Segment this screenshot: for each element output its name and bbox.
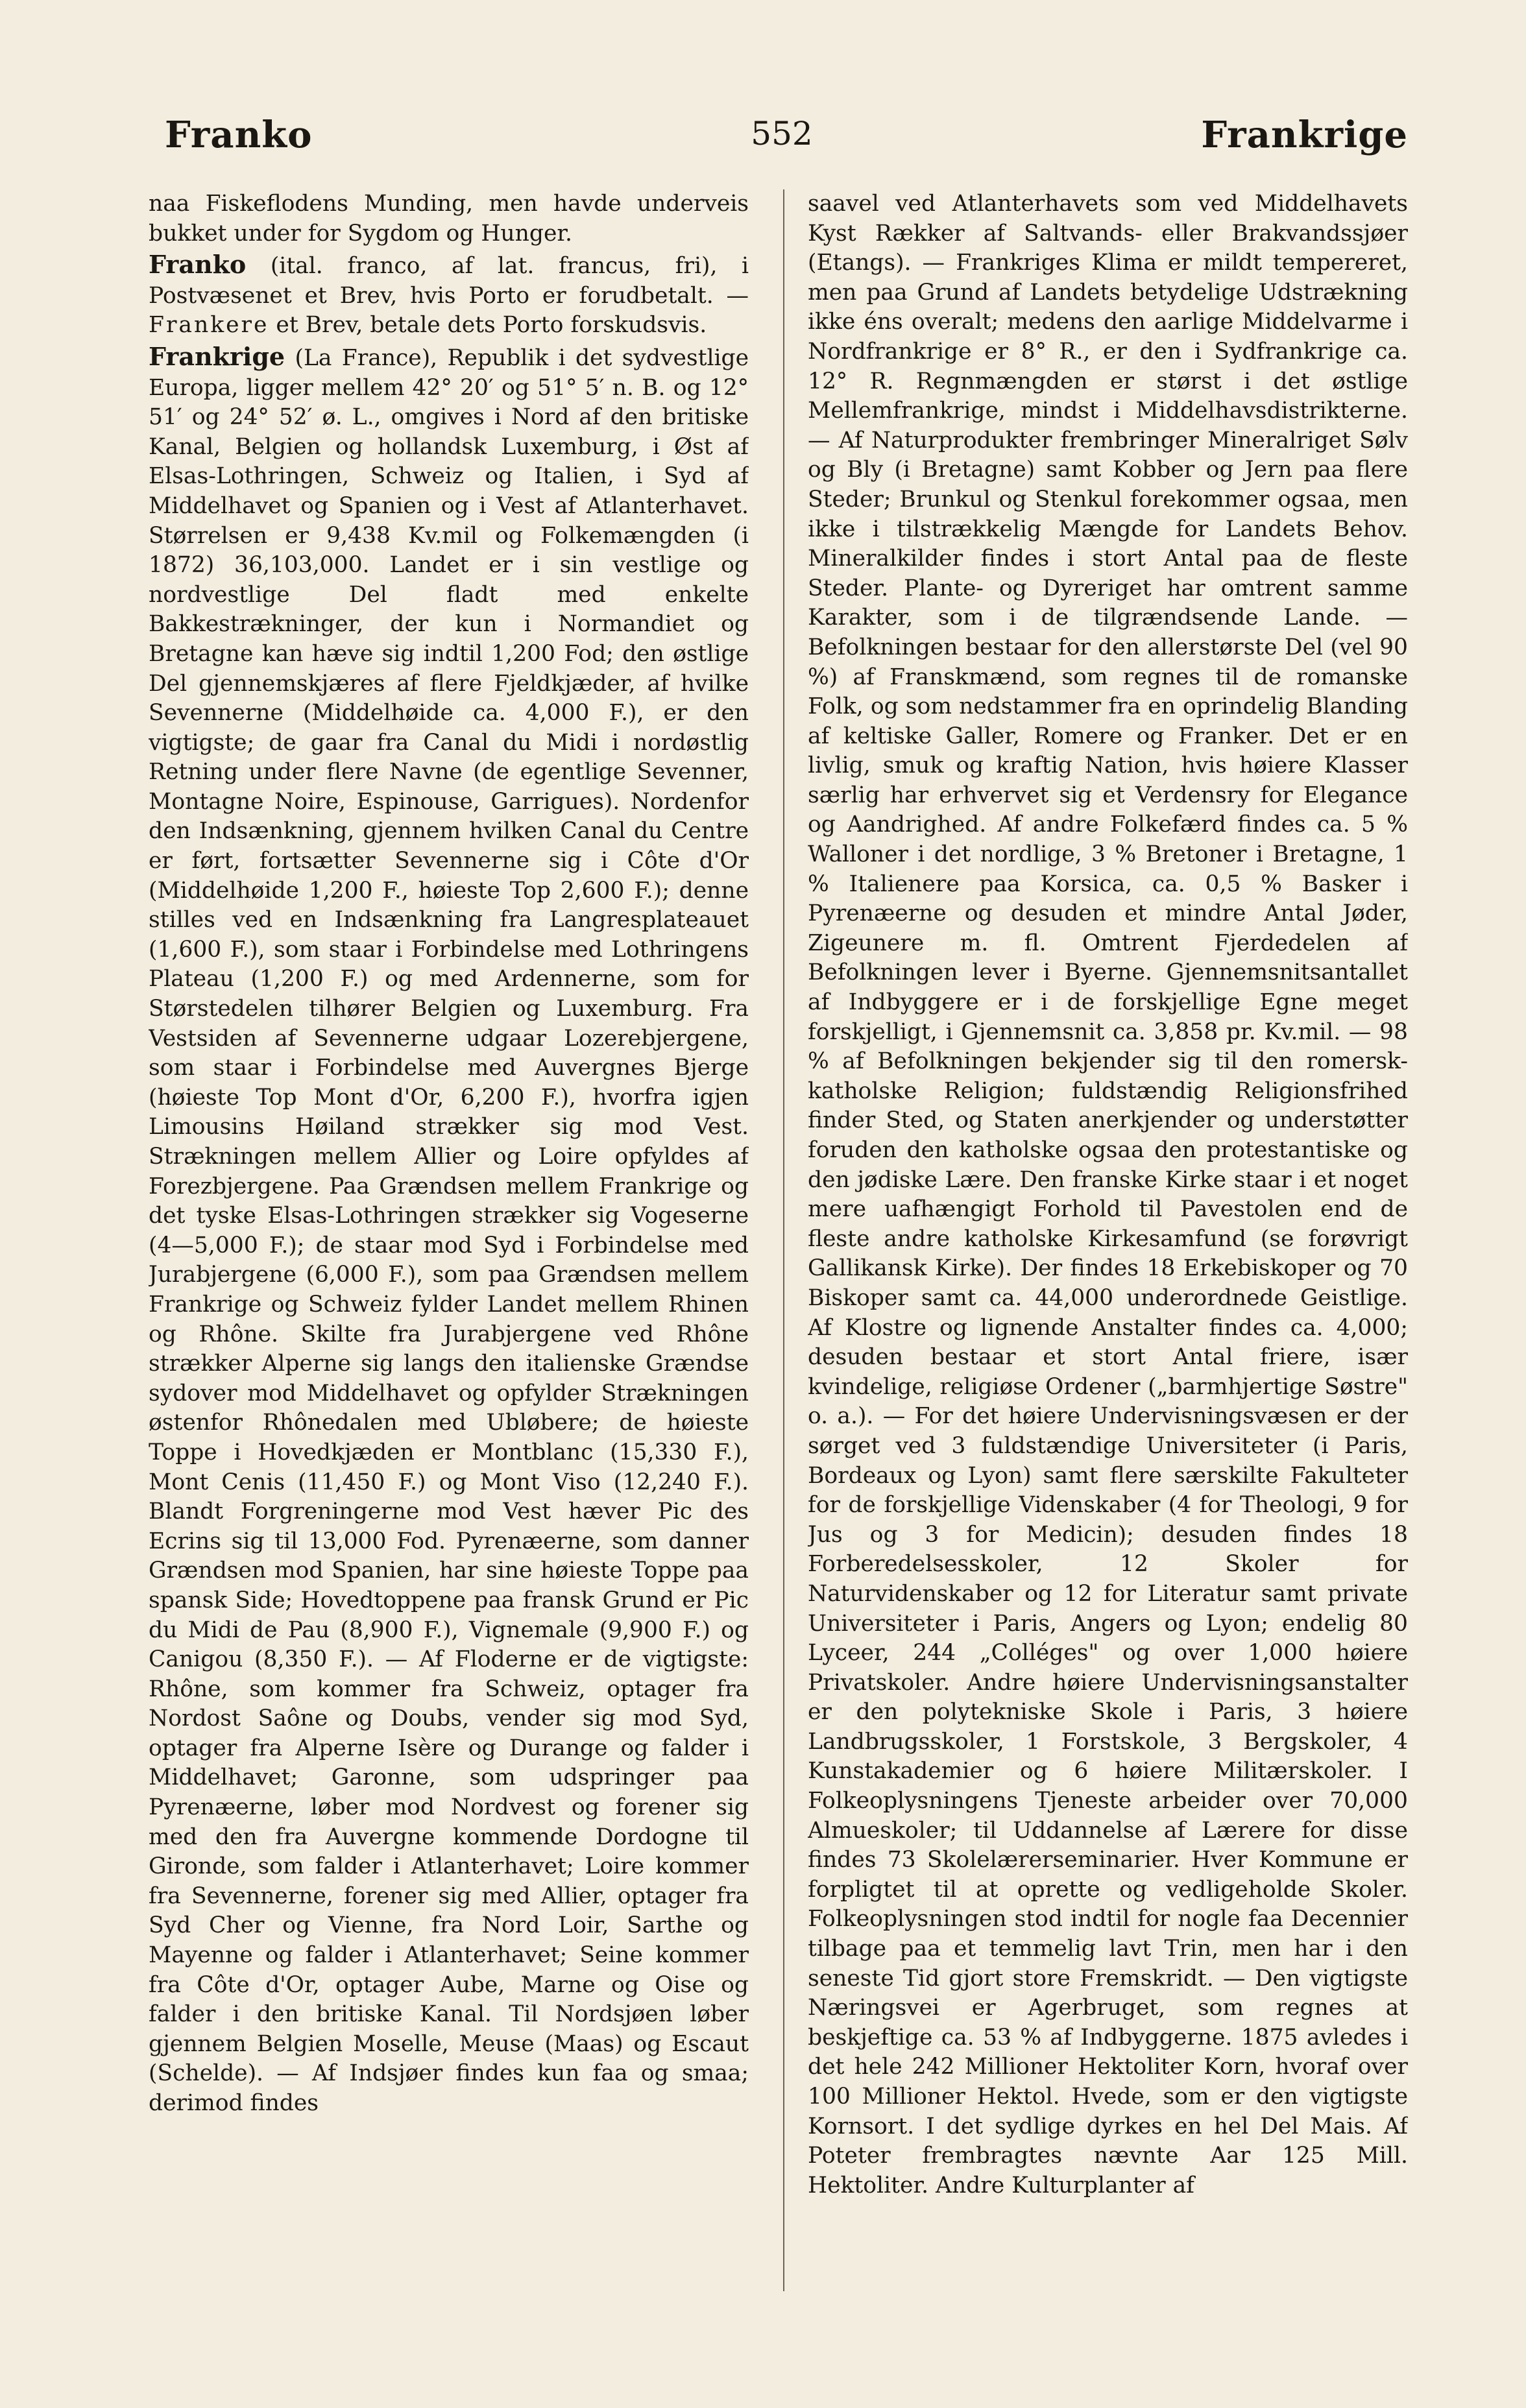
entry-text: (ital. franco, af lat. francus, fri), i Postvæsenet et Brev, hvis Porto er forudbetalt. — bbox=[149, 253, 749, 309]
page-number: 552 bbox=[751, 115, 813, 152]
column-divider bbox=[783, 189, 784, 2291]
entry-franko bbox=[149, 250, 749, 341]
right-column bbox=[808, 189, 1408, 2330]
left-running-head: Franko bbox=[165, 114, 313, 156]
entry-frankrige bbox=[149, 342, 749, 2119]
page-header bbox=[156, 114, 1408, 172]
entry-text: (La France), Republik i det sydvestlige Europa, ligger mellem 42° 20′ og 51° 5′ n. B. og 12° 51′ og 24° 52′ ø. L., omgives i Nord af den britiske Kanal, Belgien og hollandsk Luxemburg, i Øst af Elsas-Lothringen, Schweiz og Italien, i Syd af Middelhavet og Spanien og i Vest af Atlanterhavet. Størrelsen er 9,438 Kv.mil og Folkemængden (i 1872) 36,103,000. Landet er i sin vestlige og nordvestlige Del fladt med enkelte Bakkestrækninger, der kun i Normandiet og Bretagne kan hæve sig indtil 1,200 Fod; den østlige Del gjennemskjæres af flere Fjeldkjæder, af hvilke Sevennerne (Middelhøide ca. 4,000 F.), er den vigtigste; de gaar fra Canal du Midi i nordøstlig Retning under flere Navne (de egentlige Sevenner, Montagne Noire, Espinouse, Garrigues). Nordenfor den Indsænkning, gjennem hvilken Canal du Centre er ført, fortsætter Sevennerne sig i Côte d'Or (Middelhøide 1,200 F., høieste Top 2,600 F.); denne stilles ved en Indsænkning fra Langresplateauet (1,600 F.), som staar i Forbindelse med Lothringens Plateau (1,200 F.) og med Ardennerne, som for Størstedelen tilhører Belgien og Luxemburg. Fra Vestsiden af Sevennerne udgaar Lozerebjergene, som staar i Forbindelse med Auvergnes Bjerge (høieste Top Mont d'Or, 6,200 F.), hvorfra igjen Limousins Høiland strækker sig mod Vest. Strækningen mellem Allier og Loire opfyldes af Forezbjergene. Paa Grændsen mellem Frankrige og det tyske Elsas-Lothringen strækker sig Vogeserne (4—5,000 F.); de staar mod Syd i Forbindelse med Jurabjergene (6,000 F.), som paa Grændsen mellem Frankrige og Schweiz fylder Landet mellem Rhinen og Rhône. Skilte fra Jurabjergene ved Rhône strækker Alperne sig langs den italienske Grændse sydover mod Middelhavet og opfylder Strækningen østenfor Rhônedalen med Ubløbere; de høieste Toppe i Hovedkjæden er Montblanc (15,330 F.), Mont Cenis (11,450 F.) og Mont Viso (12,240 F.). Blandt Forgreningerne mod Vest hæver Pic des Ecrins sig til 13,000 Fod. Pyrenæerne, som danner Grændsen mod Spanien, har sine høieste Toppe paa spansk Side; Hovedtoppene paa fransk Grund er Pic du Midi de Pau (8,900 F.), Vignemale (9,900 F.) og Canigou (8,350 F.). — Af Floderne er de vigtigste: Rhône, som kommer fra Schweiz, optager fra Nordost Saône og Doubs, vender sig mod Syd, optager fra Alperne Isère og Durange og falder i Middelhavet; Garonne, som udspringer paa Pyrenæerne, løber mod Nordvest og forener sig med den fra Auvergne kommende Dordogne til Gironde, som falder i Atlanterhavet; Loire kommer fra Sevennerne, forener sig med Allier, optager fra Syd Cher og Vienne, fra Nord Loir, Sarthe og Mayenne og falder i Atlanterhavet; Seine kommer fra Côte d'Or, optager Aube, Marne og Oise og falder i den britiske Kanal. Til Nordsjøen løber gjennem Belgien Moselle, Meuse (Maas) og Escaut (Schelde). — Af Indsjøer findes kun faa og smaa; derimod findes bbox=[149, 344, 749, 2116]
entry-lemma: Frankrige bbox=[149, 341, 285, 371]
sub-lemma: Frankere bbox=[149, 312, 269, 339]
entry-lemma: Franko bbox=[149, 250, 247, 280]
right-running-head: Frankrige bbox=[1201, 114, 1408, 156]
continued-entry: naa Fiskeflodens Munding, men havde underveis bukket under for Sygdom og Hunger. bbox=[149, 191, 749, 247]
left-column bbox=[149, 189, 749, 2330]
sub-entry-text: et Brev, betale dets Porto forskudsvis. bbox=[276, 312, 707, 339]
entry-frankrige-continued: saavel ved Atlanterhavets som ved Middelhavets Kyst Rækker af Saltvands- eller Brakvandssjøer (Etangs). — Frankriges Klima er mildt tempereret, men paa Grund af Landets betydelige Udstrækning ikke éns overalt; medens den aarlige Middelvarme i Nordfrankrige er 8° R., er den i Sydfrankrige ca. 12° R. Regnmængden er størst i det østlige Mellemfrankrige, mindst i Middelhavsdistrikterne. — Af Naturprodukter frembringer Mineralriget Sølv og Bly (i Bretagne) samt Kobber og Jern paa flere Steder; Brunkul og Stenkul forekommer ogsaa, men ikke i tilstrækkelig Mængde for Landets Behov. Mineralkilder findes i stort Antal paa de fleste Steder. Plante- og Dyreriget har omtrent samme Karakter, som i de tilgrændsende Lande. — Befolkningen bestaar for den allerstørste Del (vel 90 %) af Franskmænd, som regnes til de romanske Folk, og som nedstammer fra en oprindelig Blanding af keltiske Galler, Romere og Franker. Det er en livlig, smuk og kraftig Nation, hvis høiere Klasser særlig har erhvervet sig et Verdensry for Elegance og Aandrighed. Af andre Folkefærd findes ca. 5 % Walloner i det nordlige, 3 % Bretoner i Bretagne, 1 % Italienere paa Korsica, ca. 0,5 % Basker i Pyrenæerne og desuden et mindre Antal Jøder, Zigeunere m. fl. Omtrent Fjerdedelen af Befolkningen lever i Byerne. Gjennemsnitsantallet af Indbyggere er i de forskjellige Egne meget forskjelligt, i Gjennemsnit ca. 3,858 pr. Kv.mil. — 98 % af Befolkningen bekjender sig til den romersk-katholske Religion; fuldstændig Religionsfrihed finder Sted, og Staten anerkjender og understøtter foruden den katholske ogsaa den protestantiske og den jødiske Lære. Den franske Kirke staar i et noget mere uafhængigt Forhold til Pavestolen end de fleste andre katholske Kirkesamfund (se forøvrigt Gallikansk Kirke). Der findes 18 Erkebiskoper og 70 Biskoper samt ca. 44,000 underordnede Geistlige. Af Klostre og lignende Anstalter findes ca. 4,000; desuden bestaar et stort Antal friere, især kvindelige, religiøse Ordener („barmhjertige Søstre" o. a.). — For det høiere Undervisningsvæsen er der sørget ved 3 fuldstændige Universiteter (i Paris, Bordeaux og Lyon) samt flere særskilte Fakulteter for de forskjellige Videnskaber (4 for Theologi, 9 for Jus og 3 for Medicin); desuden findes 18 Forberedelsesskoler, 12 Skoler for Naturvidenskaber og 12 for Literatur samt private Universiteter i Paris, Angers og Lyon; endelig 80 Lyceer, 244 „Colléges" og over 1,000 høiere Privatskoler. Andre høiere Undervisningsanstalter er den polytekniske Skole i Paris, 3 høiere Landbrugsskoler, 1 Forstskole, 3 Bergskoler, 4 Kunstakademier og 6 høiere Militærskoler. I Folkeoplysningens Tjeneste arbeider over 70,000 Almueskoler; til Uddannelse af Lærere for disse findes 73 Skolelærerseminarier. Hver Kommune er forpligtet til at oprette og vedligeholde Skoler. Folkeoplysningen stod indtil for nogle faa Decennier tilbage paa et temmelig lavt Trin, men har i den seneste Tid gjort store Fremskridt. — Den vigtigste Næringsvei er Agerbruget, som regnes at beskjeftige ca. 53 % af Indbyggerne. 1875 avledes i det hele 242 Millioner Hektoliter Korn, hvoraf over 100 Millioner Hektol. Hvede, som er den vigtigste Kornsort. I det sydlige dyrkes en hel Del Mais. Af Poteter frembragtes nævnte Aar 125 Mill. Hektoliter. Andre Kulturplanter af bbox=[808, 191, 1408, 2198]
